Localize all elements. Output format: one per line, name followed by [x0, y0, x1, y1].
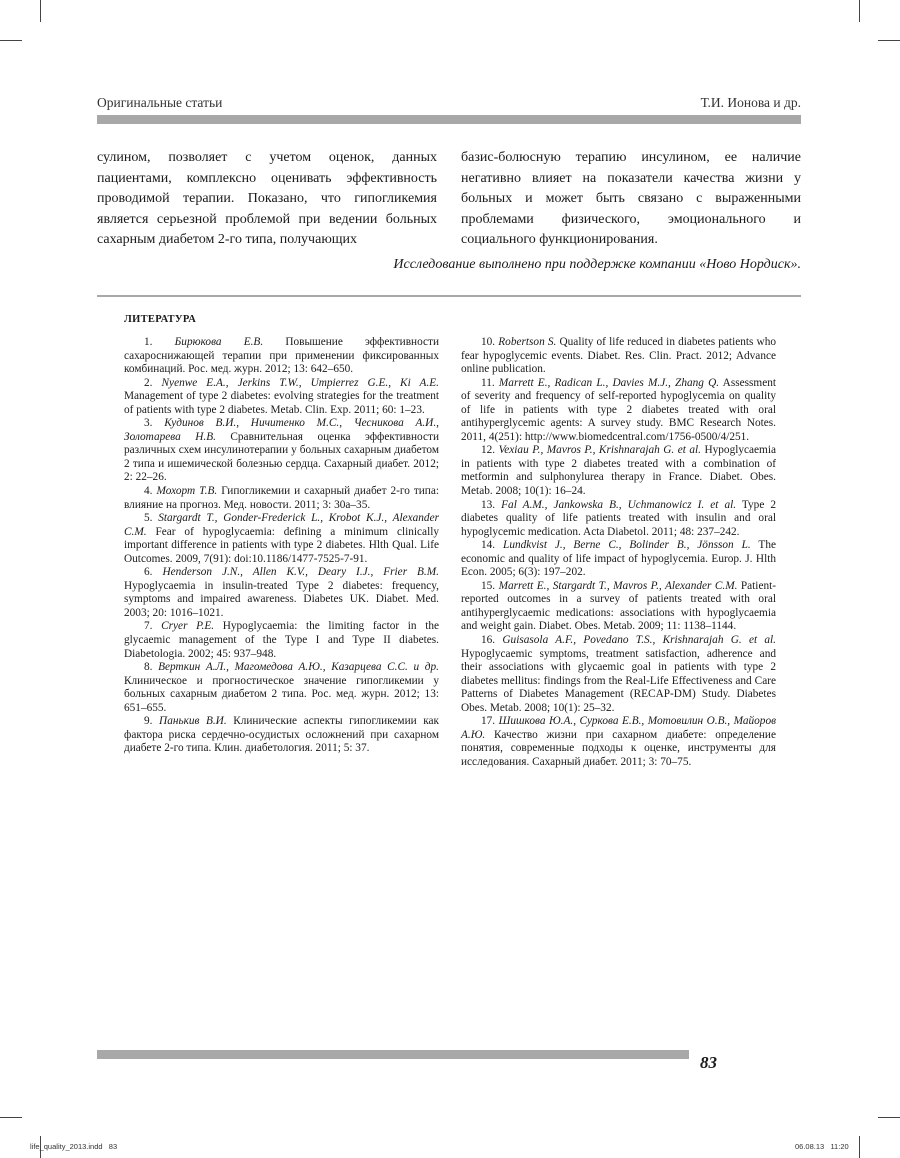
reference-authors: Панькив В.И. [159, 715, 227, 728]
reference-item [124, 336, 439, 377]
references-left-column [124, 336, 439, 756]
section-rule [97, 295, 801, 297]
body-text-right-column: базис-болюсную терапию инсулином, ее наличие негативно влияет на показатели качества жизни у больных и может быть связано с выраженными проблемами физического, эмоционального и социального функционирования. [461, 150, 801, 247]
reference-text: Fear of hypoglycaemia: defining a minimum clinically important difference in patients with type 2 diabetes. Hlth Qual. Life Outcomes. 2009, 7(91): doi:10.1186/1477-7525-7-91. [124, 525, 440, 565]
body-text [97, 148, 801, 251]
reference-number: 13. [481, 498, 496, 511]
reference-authors: Cryer P.E. [161, 620, 215, 633]
reference-item [124, 620, 439, 661]
reference-authors: Fal A.M., Jankowska B., Uchmanowicz I. et al. [501, 498, 737, 511]
header-rule [97, 115, 801, 124]
crop-mark [859, 1136, 860, 1158]
reference-authors: Верткин А.Л., Магомедова А.Ю., Казарцева С.С. и др. [158, 661, 439, 674]
reference-item [124, 377, 439, 418]
reference-item [461, 377, 776, 445]
reference-text: Assessment of severity and frequency of self-reported hypoglycemia on quality of life in patients with type 2 diabetes treated with oral antihyperglycemic agents: A survey study. BMC Research Notes. 2011, 4(251): http://www.biomedcentral.com/1756-0500/4/251. [461, 376, 777, 443]
section-title: Оригинальные статьи [97, 95, 223, 110]
reference-authors: Robertson S. [498, 336, 557, 348]
reference-authors: Guisasola A.F., Povedano T.S., Krishnarajah G. et al. [502, 634, 776, 647]
reference-authors: Шишкова Ю.А., Суркова Е.В., Мотовилин О.В., Майоров А.Ю. [461, 715, 776, 741]
reference-item [124, 661, 439, 715]
acknowledgement: Исследование выполнено при поддержке компании «Ново Нордиск». [393, 257, 801, 272]
crop-mark [859, 0, 860, 22]
reference-number: 7. [144, 620, 153, 633]
reference-number: 17. [481, 715, 496, 728]
reference-item [124, 417, 439, 485]
reference-text: Качество жизни при сахарном диабете: определение понятия, современные подходы к оценке, инструменты для исследования. Сахарный диабет. 2011; 3: 70–75. [461, 728, 776, 768]
reference-number: 11. [481, 376, 495, 389]
reference-authors: Marrett E., Stargardt T., Mavros P., Alexander C.M. [498, 579, 738, 592]
reference-item [124, 512, 439, 566]
reference-item [124, 715, 439, 756]
reference-authors: Lundkvist J., Berne C., Bolinder B., Jönsson L. [503, 539, 751, 552]
reference-authors: Stargardt T., Gonder-Frederick L., Krobot K.J., Alexander C.M. [124, 512, 439, 538]
reference-authors: Vexiau P., Mavros P., Krishnarajah G. et al. [498, 444, 701, 457]
references-heading: ЛИТЕРАТУРА [124, 314, 197, 325]
reference-text: Сравнительная оценка эффективности различных схем инсулинотерапии у больных сахарным диабетом 2 типа и ишемической болезнью сердца. Сахарный диабет. 2012; 2: 22–26. [124, 430, 439, 484]
reference-number: 16. [481, 634, 496, 647]
reference-number: 2. [144, 376, 153, 389]
reference-text: The economic and quality of life impact of hypoglycemia. Europ. J. Hlth Econ. 2005; 6(3): 197–202. [461, 539, 776, 579]
crop-mark [40, 0, 41, 22]
reference-number: 1. [144, 336, 153, 348]
reference-number: 14. [481, 539, 496, 552]
reference-authors: Nyenwe E.A., Jerkins T.W., Umpierrez G.E., Ki A.E. [161, 376, 439, 389]
reference-text: Hypoglycaemia in insulin-treated Type 2 diabetes: frequency, symptoms and impaired awareness. Diabetes UK. Diabet. Med. 2003; 20: 1016–1021. [124, 579, 439, 619]
reference-item [461, 539, 776, 580]
reference-text: Hypoglycaemia in patients with type 2 diabetes treated with a combination of metformin and sulphonylurea therapy in France. Diabet. Obes. Metab. 2008; 10(1): 16–24. [461, 444, 776, 498]
reference-item [461, 715, 776, 769]
reference-number: 9. [144, 715, 153, 728]
reference-text: Повышение эффективности сахароснижающей терапии при применении фиксированных комбинаций. Рос. мед. журн. 2012; 13: 642–650. [124, 336, 440, 376]
crop-mark [0, 40, 22, 41]
reference-text: Hypoglycaemia: the limiting factor in the glycaemic management of the Type I and Type II diabetes. Diabetologia. 2002; 45: 937–948. [124, 620, 439, 660]
reference-number: 8. [144, 661, 153, 674]
reference-text: Клиническое и прогностическое значение гипогликемии у больных сахарным диабетом 2 типа. Рос. мед. журн. 2012; 13: 651–655. [124, 674, 439, 714]
reference-text: Hypoglycaemic symptoms, treatment satisfaction, adherence and their associations with glycaemic goal in patients with type 2 diabetes mellitus: findings from the Real-Life Effectiveness and Care Patterns of Diabetes Management (RECAP-DM) Study. Diabetes Obes. Metab. 2008; 10(1): 25–32. [461, 647, 776, 714]
reference-number: 6. [144, 566, 153, 579]
page-number: 83 [700, 1053, 717, 1072]
authors-short: Т.И. Ионова и др. [700, 95, 801, 110]
print-slug-file: life_quality_2013.indd 83 [30, 1142, 118, 1151]
reference-authors: Кудинов В.И., Ничитенко М.С., Чесникова А.И., Золотарева Н.В. [124, 417, 439, 443]
reference-number: 15. [481, 579, 496, 592]
reference-item [124, 566, 439, 620]
reference-text: Quality of life reduced in diabetes patients who fear hypoglycemic events. Diabet. Res. Clin. Pract. 2012; Advance online publication. [461, 336, 777, 376]
crop-mark [878, 1117, 900, 1118]
reference-authors: Marrett E., Radican L., Davies M.J., Zhang Q. [498, 376, 720, 389]
reference-item [461, 499, 776, 540]
reference-number: 5. [144, 512, 153, 525]
reference-authors: Бирюкова Е.В. [174, 336, 264, 348]
footer-rule [97, 1050, 689, 1059]
reference-text: Гипогликемии и сахарный диабет 2-го типа: влияние на прогноз. Мед. новости. 2011; 3: 30а–35. [124, 485, 440, 511]
reference-text: Type 2 diabetes quality of life patients treated with insulin and oral hypoglycemic medication. Acta Diabetol. 2011; 48: 237–242. [461, 498, 777, 538]
reference-number: 4. [144, 485, 153, 498]
reference-number: 10. [481, 336, 496, 348]
reference-item [461, 444, 776, 498]
reference-text: Management of type 2 diabetes: evolving strategies for the treatment of patients with type 2 diabetes. Metab. Clin. Exp. 2011; 60: 1–23. [124, 390, 439, 416]
body-text-left-column: сулином, позволяет с учетом оценок, данных пациентами, комплексно оценивать эффективность проводимой терапии. Показано, что гипогликемия является серьезной проблемой при ведении больных сахарным диабетом 2-го типа, получающих [97, 150, 437, 247]
reference-item [124, 485, 439, 512]
print-slug-date: 06.08.13 11:20 [795, 1142, 849, 1151]
reference-item [461, 336, 776, 377]
reference-authors: Henderson J.N., Allen K.V., Deary I.J., Frier B.M. [162, 566, 439, 579]
reference-item [461, 634, 776, 715]
reference-authors: Мохорт Т.В. [156, 485, 218, 498]
crop-mark [0, 1117, 22, 1118]
reference-item [461, 580, 776, 634]
reference-number: 12. [481, 444, 496, 457]
reference-number: 3. [144, 417, 153, 430]
crop-mark [878, 40, 900, 41]
reference-text: Patient-reported outcomes in a survey of patients treated with oral antihyperglycaemic medications: associations with hypoglycaemia and weight gain. Diabet. Obes. Metab. 2009; 11: 1138–1144. [461, 579, 777, 633]
running-head [97, 95, 801, 111]
reference-text: Клинические аспекты гипогликемии как фактора риска сердечно-осудистых осложнений при сахарном диабете 2-го типа. Клин. диабетология. 2011; 5: 37. [124, 715, 440, 755]
references-right-column [461, 336, 776, 770]
